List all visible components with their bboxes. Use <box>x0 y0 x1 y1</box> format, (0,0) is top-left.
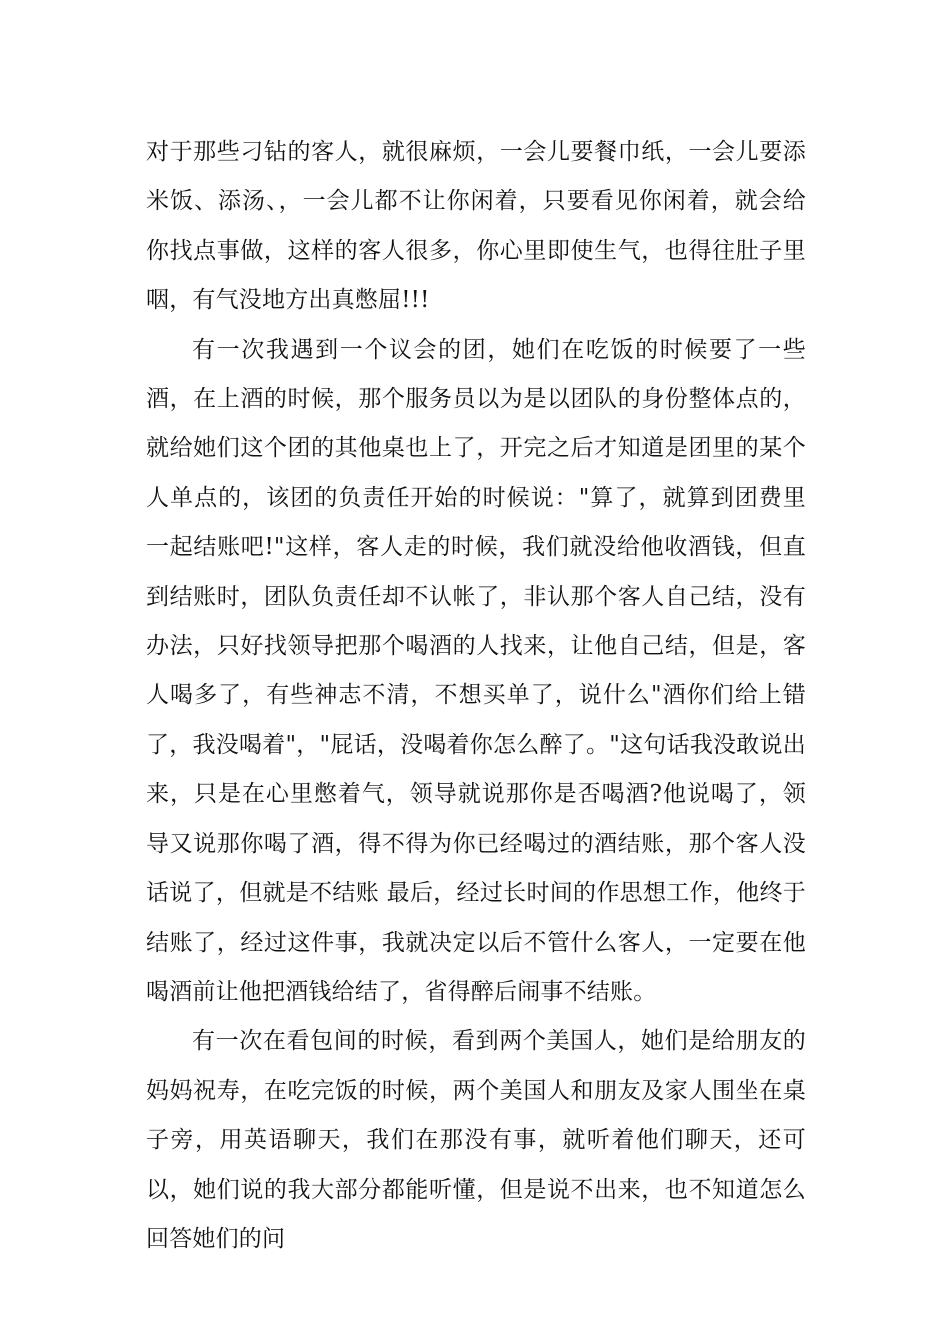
paragraph-2: 有一次我遇到一个议会的团，她们在吃饭的时候要了一些酒，在上酒的时候，那个服务员以为是以团队的身份整体点的，就给她们这个团的其他桌也上了，开完之后才知道是团里的某个人单点的，该团的负责任开始的时候说："算了，就算到团费里一起结账吧!"这样，客人走的时候，我们就没给他收酒钱，但直到结账时，团队负责任却不认帐了，非认那个客人自己结，没有办法，只好找领导把那个喝酒的人找来，让他自己结，但是，客人喝多了，有些神志不清，不想买单了，说什么"酒你们给上错了，我没喝着"，"屁话，没喝着你怎么醉了。"这句话我没敢说出来，只是在心里憋着气，领导就说那你是否喝酒?他说喝了，领导又说那你喝了酒，得不得为你已经喝过的酒结账，那个客人没话说了，但就是不结账 最后，经过长时间的作思想工作，他终于结账了，经过这件事，我就决定以后不管什么客人，一定要在他喝酒前让他把酒钱给结了，省得醉后闹事不结账。 <box>146 336 806 1005</box>
paragraph-1: 对于那些刁钻的客人，就很麻烦，一会儿要餐巾纸，一会儿要添米饭、添汤、，一会儿都不让你闲着，只要看见你闲着，就会给你找点事做，这样的客人很多，你心里即使生气，也得往肚子里咽，有气没地方出真憋屈!!! <box>146 139 806 314</box>
body-text <box>146 128 806 1264</box>
paragraph-3: 有一次在看包间的时候，看到两个美国人，她们是给朋友的妈妈祝寿，在吃完饭的时候，两个美国人和朋友及家人围坐在桌子旁，用英语聊天，我们在那没有事，就听着他们聊天，还可以，她们说的我大部分都能听懂，但是说不出来，也不知道怎么回答她们的问 <box>146 1028 806 1252</box>
